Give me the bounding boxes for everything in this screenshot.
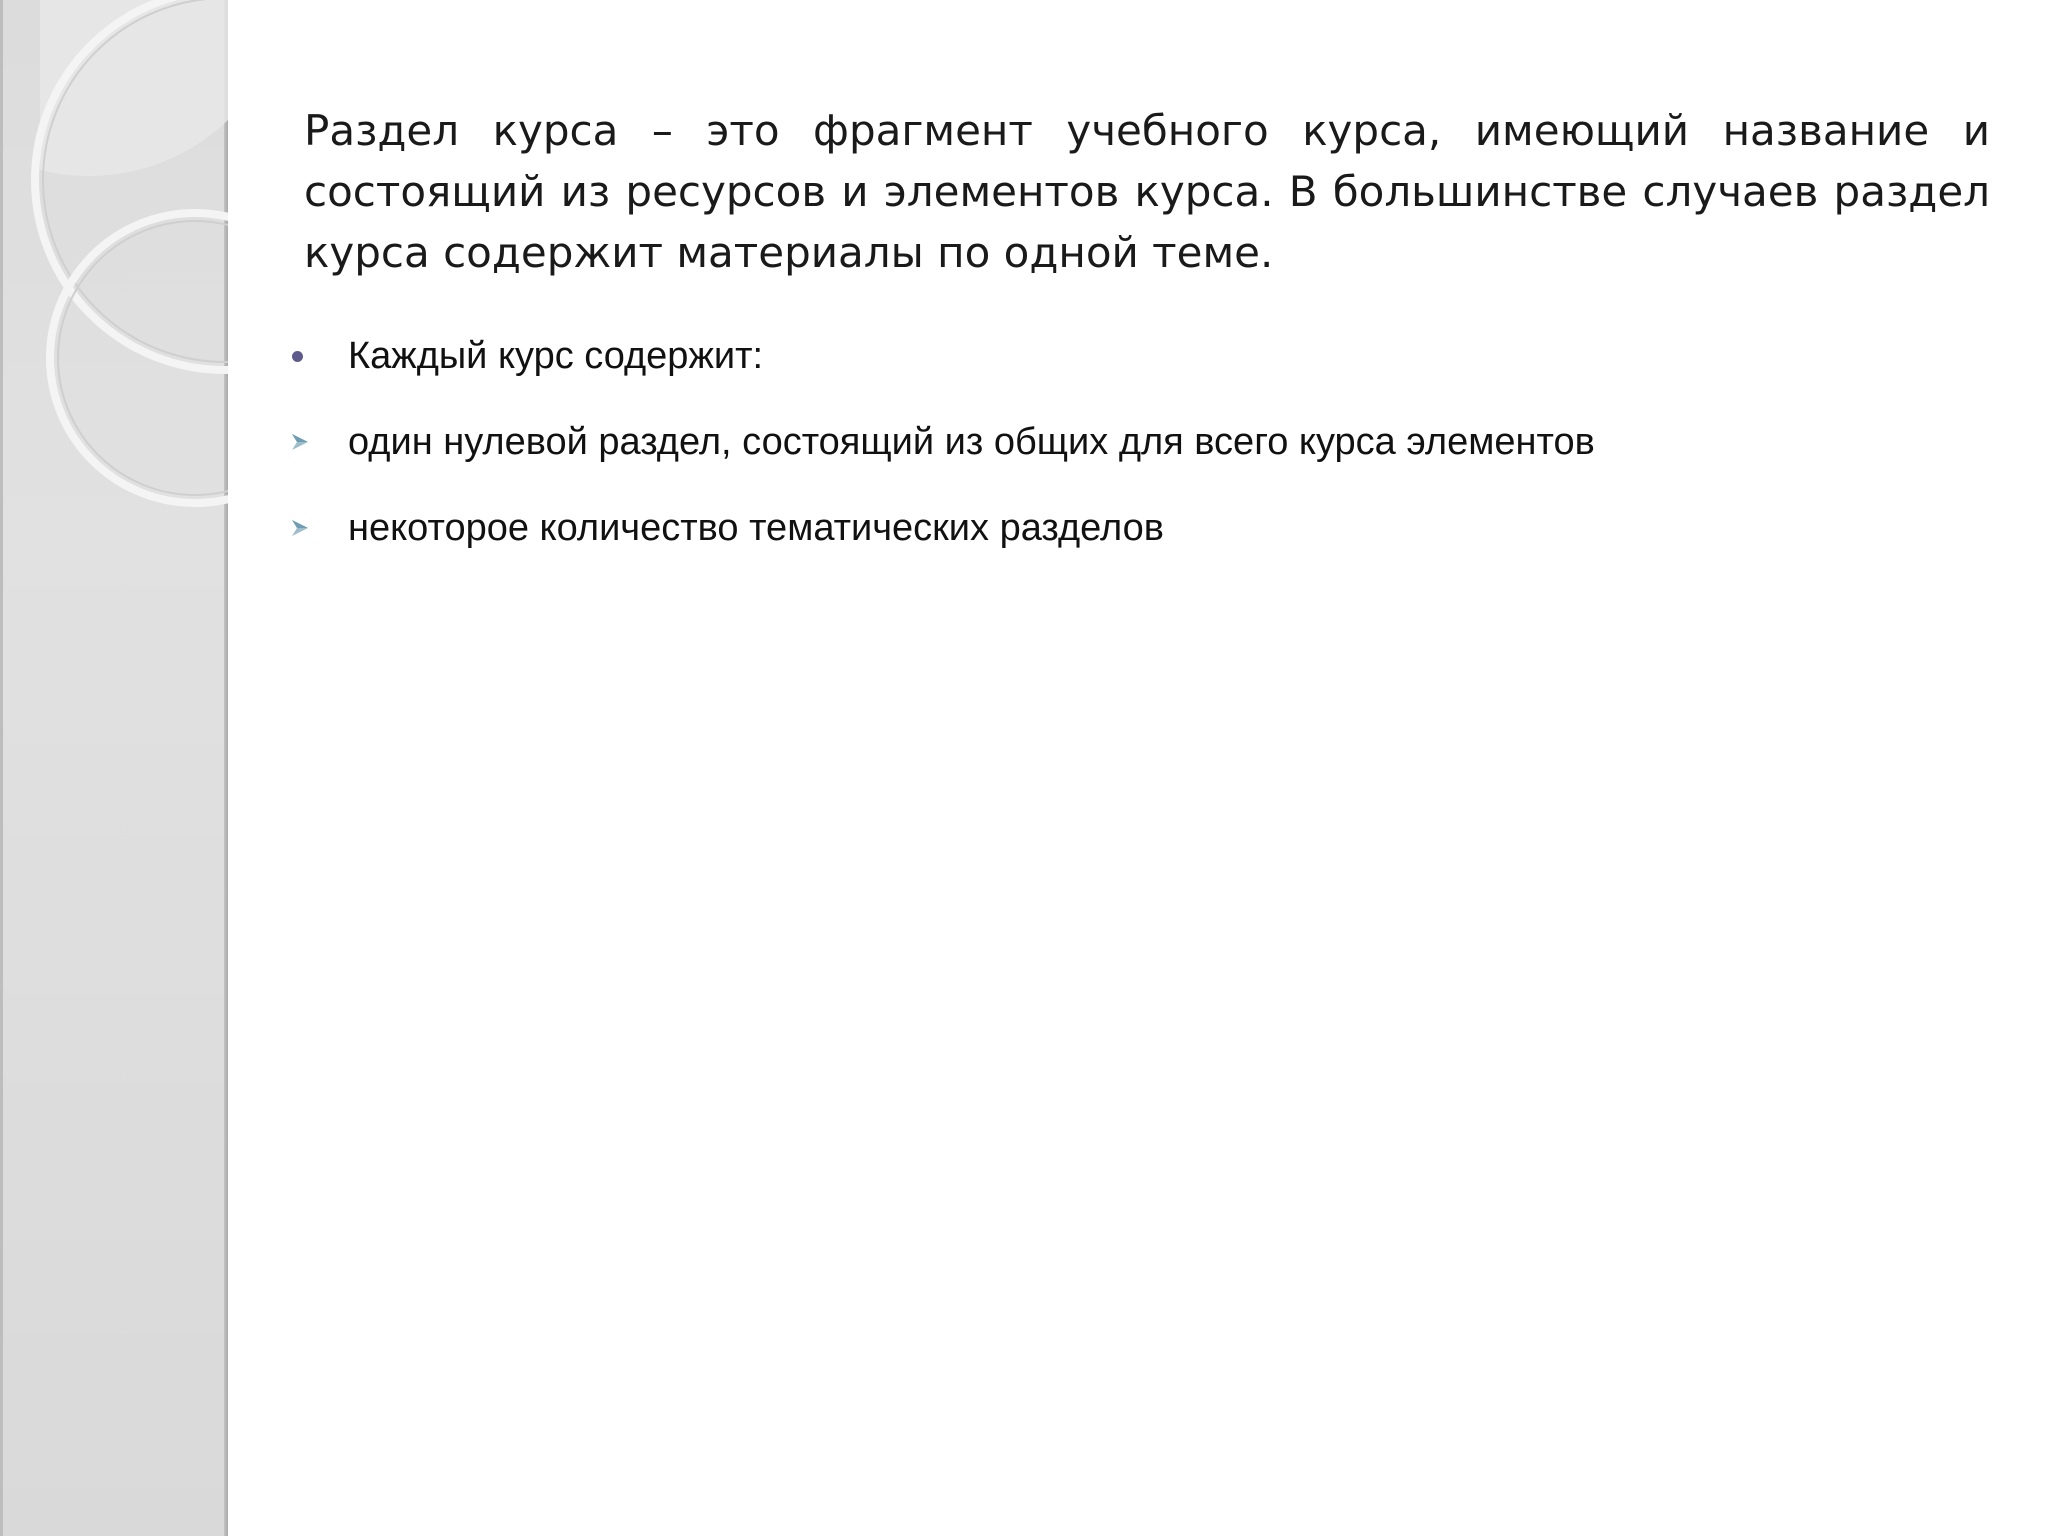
list-item-text: некоторое количество тематических разделов	[348, 506, 1164, 549]
content-area	[304, 100, 1990, 571]
list-item	[284, 485, 1990, 571]
dot-bullet-icon	[284, 351, 348, 362]
arrow-bullet-icon	[284, 518, 348, 538]
list-item	[284, 399, 1990, 485]
intro-paragraph: Раздел курса – это фрагмент учебного курса, имеющий название и состоящий из ресурсов и элементов курса. В большинстве случаев раздел курса содержит материалы по одной теме.	[304, 106, 1990, 277]
list-item-text: один нулевой раздел, состоящий из общих для всего курса элементов	[348, 420, 1595, 463]
list-item-text: Каждый курс содержит:	[348, 334, 764, 377]
list-item	[284, 313, 1990, 399]
decor-circles-icon	[0, 0, 228, 520]
bullet-list	[284, 313, 1990, 571]
arrow-bullet-icon	[284, 432, 348, 452]
